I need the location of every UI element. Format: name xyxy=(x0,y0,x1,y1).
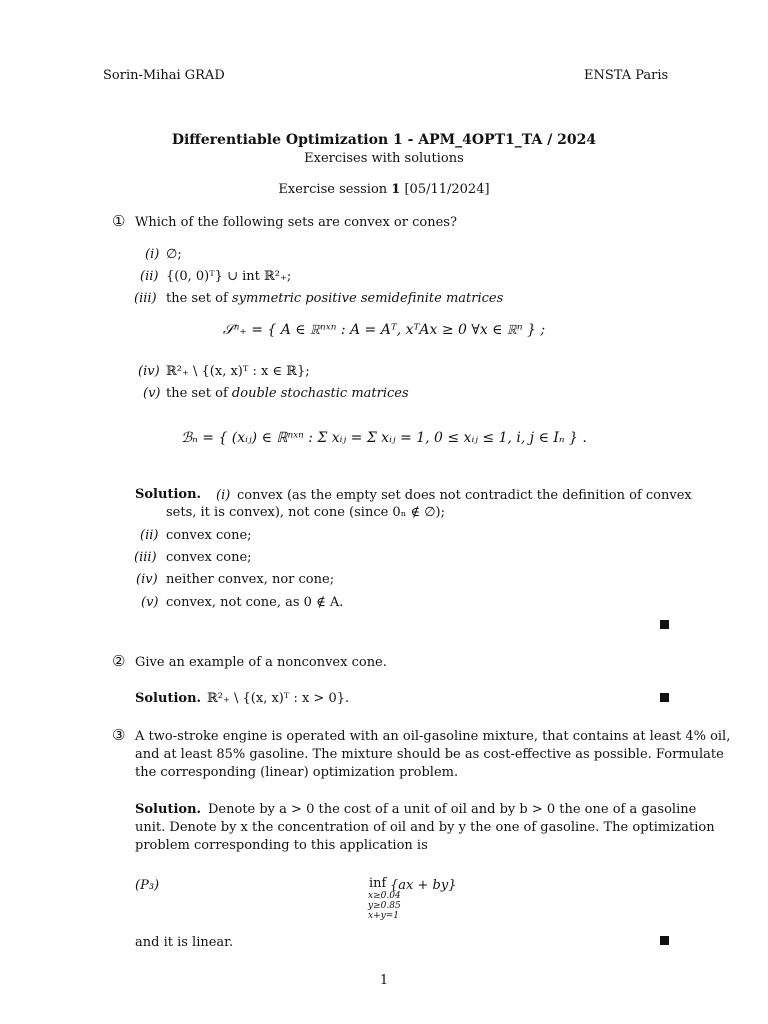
item-text xyxy=(166,291,503,306)
item-text: ∅; xyxy=(166,247,182,262)
session-prefix: Exercise session xyxy=(278,182,392,197)
solution-item-text: convex cone; xyxy=(166,550,252,565)
doubly-stochastic-formula: ℬₙ = { (xᵢⱼ) ∈ ℝⁿˣⁿ : Σ xᵢⱼ = Σ xᵢⱼ = 1, 0 ≤ xᵢⱼ ≤ 1, i, j ∈ Iₙ } . xyxy=(181,430,587,446)
solution-item-label: (i) xyxy=(216,488,231,503)
solution-item-label: (v) xyxy=(141,595,159,610)
page-number: 1 xyxy=(379,973,389,988)
exercise-3-question-line: and at least 85% gasoline. The mixture should be as cost-effective as possible. Formulate xyxy=(135,747,724,762)
problem-constraint: x≥0.04 xyxy=(368,891,401,901)
item-text-prefix: the set of xyxy=(166,386,232,401)
problem-objective: {ax + by} xyxy=(390,878,457,893)
solution-item-text: sets, it is convex), not cone (since 0ₙ ∉ ∅); xyxy=(166,505,445,520)
exercise-3-marker: ③ xyxy=(112,726,126,744)
solution-item-text: convex (as the empty set does not contradict the definition of convex xyxy=(237,488,692,503)
exercise-1-marker: ① xyxy=(112,212,126,230)
document-subtitle: Exercises with solutions xyxy=(304,151,464,166)
item-text: ℝ²₊ \ {(x, x)ᵀ : x ∈ ℝ}; xyxy=(166,364,310,379)
item-text: {(0, 0)ᵀ} ∪ int ℝ²₊; xyxy=(166,269,292,284)
exercise-3-question-line: the corresponding (linear) optimization problem. xyxy=(135,765,459,780)
solution-item-text: convex cone; xyxy=(166,528,252,543)
exercise-3-solution-line: problem corresponding to this application is xyxy=(135,838,428,853)
solution-item-text: neither convex, nor cone; xyxy=(166,572,335,587)
item-text-emphasis: symmetric positive semidefinite matrices xyxy=(231,291,504,306)
item-text-emphasis: double stochastic matrices xyxy=(231,386,409,401)
item-label: (v) xyxy=(143,386,161,401)
item-text xyxy=(166,386,409,401)
exercise-1-question: Which of the following sets are convex or cones? xyxy=(135,215,457,230)
exercise-3-question-line: A two-stroke engine is operated with an oil-gasoline mixture, that contains at least 4% oil, xyxy=(135,729,731,744)
solution-item-label: (ii) xyxy=(140,528,159,543)
qed-square-icon xyxy=(660,693,669,702)
session-date: [05/11/2024] xyxy=(400,182,490,197)
qed-square-icon xyxy=(660,936,669,945)
problem-label: (P₃) xyxy=(135,878,160,893)
exercise-2-marker: ② xyxy=(112,652,126,670)
exercise-3-solution-line: unit. Denote by x the concentration of oil and by y the one of gasoline. The optimization xyxy=(135,820,715,835)
psd-cone-formula: 𝒮ⁿ₊ = { A ∈ ℝⁿˣⁿ : A = Aᵀ, xᵀAx ≥ 0 ∀x ∈ ℝⁿ } ; xyxy=(222,322,546,338)
solution-item-label: (iii) xyxy=(134,550,157,565)
item-label: (i) xyxy=(145,247,160,262)
problem-constraint: y≥0.85 xyxy=(368,901,401,911)
item-text-prefix: the set of xyxy=(166,291,232,306)
session-number: 1 xyxy=(391,182,401,197)
document-title: Differentiable Optimization 1 - APM_4OPT1_TA / 2024 xyxy=(171,132,597,148)
qed-square-icon xyxy=(660,620,669,629)
exercise-2-question: Give an example of a nonconvex cone. xyxy=(135,655,387,670)
exercise-3-solution-line: Denote by a > 0 the cost of a unit of oil and by b > 0 the one of a gasoline xyxy=(208,802,697,817)
item-label: (ii) xyxy=(140,269,159,284)
institution-name: ENSTA Paris xyxy=(584,68,669,83)
item-label: (iii) xyxy=(134,291,157,306)
exercise-2-solution: ℝ²₊ \ {(x, x)ᵀ : x > 0}. xyxy=(207,691,350,706)
solution-item-text: convex, not cone, as 0 ∉ A. xyxy=(166,595,344,610)
solution-label: Solution. xyxy=(135,487,202,502)
session-line xyxy=(0,182,768,197)
solution-label: Solution. xyxy=(135,691,202,706)
solution-label: Solution. xyxy=(135,802,202,817)
problem-inf: inf xyxy=(369,876,387,891)
problem-constraint: x+y=1 xyxy=(368,911,399,921)
item-label: (iv) xyxy=(138,364,160,379)
author-name: Sorin-Mihai GRAD xyxy=(103,68,225,83)
solution-item-label: (iv) xyxy=(136,572,158,587)
exercise-3-closing: and it is linear. xyxy=(135,935,234,950)
